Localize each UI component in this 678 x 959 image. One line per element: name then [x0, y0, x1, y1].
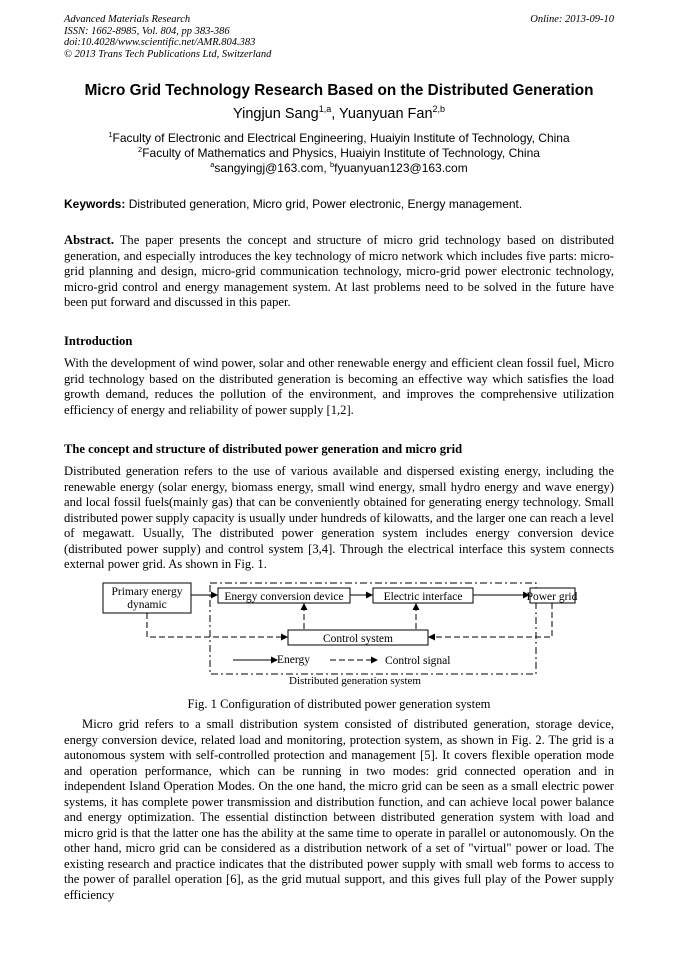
email-a: sangyingj@163.com,: [214, 161, 330, 175]
legend-energy-label: Energy: [277, 654, 311, 666]
power-grid-label: Power grid: [526, 591, 578, 603]
author-1-sup: 1,a: [318, 104, 332, 115]
ctrl-from-primary: [147, 613, 287, 637]
emails: [0, 161, 678, 176]
author-1: Yingjun Sang: [232, 106, 319, 122]
affiliation-1-text: Faculty of Electronic and Electrical Engineering, Huaiyin Institute of Technology, China: [112, 131, 570, 145]
concept-heading: The concept and structure of distributed power generation and micro grid: [64, 442, 463, 456]
microgrid-text: Micro grid refers to a small distribution system consisted of distributed generation, storage device, energy conversion device, related load and monitoring, protection system, as shown in Fig. 2. The grid is a autonomous system with self-controlled protection and management [5]. It covers flexible operation mode and operation performance, which can be running in two modes: grid connected operation and in independent Island Operation Modes. On the one hand, the micro grid can be seen as a small electric power systems, it has complete power transmission and distribution function, and can achieve local power balance and energy optimization. The essential distinction between distributed generation system with load and micro grid is that the latter one has the ability at the same time to operate in parallel or autonomously. On the other hand, micro grid can be considered as a distribution network of a set of "virtual" power or load. The existing research and practice indicates that the distributed power supply with small web forms to access to the power of parallel operation [6], as the grid mutual support, and this gives full play of the Power supply efficiency: [64, 717, 614, 902]
author-2-sup: 2,b: [432, 104, 446, 115]
fig1-diagram: [100, 580, 580, 690]
abstract-label: Abstract.: [64, 233, 115, 247]
ctrl-from-grid: [429, 603, 552, 637]
affiliation-1-sup: 1: [108, 130, 113, 139]
email-b-sup: b: [329, 160, 335, 169]
email-b: fyuanyuan123@163.com: [334, 161, 468, 175]
concept-text: Distributed generation refers to the use of various available and dispersed existing energy, including the renewable energy (solar energy, biomass energy, small wind energy, small hydro energy and wave energy) and local fossil fuels(mainly gas) that can be conveniently obtained for generating energy technology. Small distributed power supply capacity is usually under hundreds of kilowatts, and the larger one can reach a level of megawatt. Usually, The distributed power generation system includes energy conversion device (distributed power supply) and control system [3,4]. Through the electrical interface this system connects external power grid. As shown in Fig. 1.: [64, 464, 614, 571]
keywords-label: Keywords:: [64, 197, 126, 211]
journal-header: [64, 14, 614, 60]
author-separator: ,: [331, 106, 339, 122]
affiliation-2-text: Faculty of Mathematics and Physics, Huaiyin Institute of Technology, China: [142, 146, 540, 160]
control-system-label: Control system: [323, 633, 393, 645]
electric-interface-label: Electric interface: [383, 591, 463, 603]
journal-name: Advanced Materials Research: [64, 14, 191, 25]
keywords: [64, 197, 614, 211]
affiliation-2: [0, 146, 678, 161]
primary-energy-label-2: dynamic: [127, 599, 167, 611]
energy-conversion-label: Energy conversion device: [224, 591, 344, 603]
system-label: Distributed generation system: [289, 675, 421, 687]
fig1-caption: Fig. 1 Configuration of distributed power generation system: [187, 697, 491, 711]
legend-control-label: Control signal: [385, 655, 451, 667]
doi: doi:10.4028/www.scientific.net/AMR.804.383: [64, 37, 256, 49]
authors: [0, 106, 678, 122]
issn: ISSN: 1662-8985, Vol. 804, pp 383-386: [64, 25, 230, 37]
primary-energy-label-1: Primary energy: [111, 586, 183, 598]
copyright: © 2013 Trans Tech Publications Ltd, Switzerland: [64, 48, 272, 60]
introduction-text: With the development of wind power, solar and other renewable energy and efficient clean fossil fuel, Micro grid technology based on the distributed generation is becoming an effective way which satisfies the load growth demand, reduces the pollution of the environment, and improves the comprehensive utilization efficiency of energy and reliability of power supply [1,2].: [64, 356, 614, 417]
abstract: [64, 233, 614, 311]
email-a-sup: a: [210, 160, 215, 169]
abstract-text: The paper presents the concept and structure of micro grid technology based on distributed generation, and especially introduces the key technology of micro network which includes five parts: micro-grid planning and design, micro-grid communication technology, micro-grid power electronic technology, micro-grid control and energy management system. At last problems need to be solved in the future have been put forward and discussed in this paper.: [64, 233, 614, 309]
affiliation-1: [0, 131, 678, 146]
author-2: Yuanyuan Fan: [339, 106, 433, 122]
online-date: Online: 2013-09-10: [530, 14, 614, 25]
paper-title: Micro Grid Technology Research Based on the Distributed Generation: [84, 82, 594, 99]
introduction-heading: Introduction: [64, 334, 133, 348]
affiliation-2-sup: 2: [138, 145, 143, 154]
affiliations: [0, 131, 678, 176]
keywords-text: Distributed generation, Micro grid, Power electronic, Energy management.: [125, 197, 523, 211]
